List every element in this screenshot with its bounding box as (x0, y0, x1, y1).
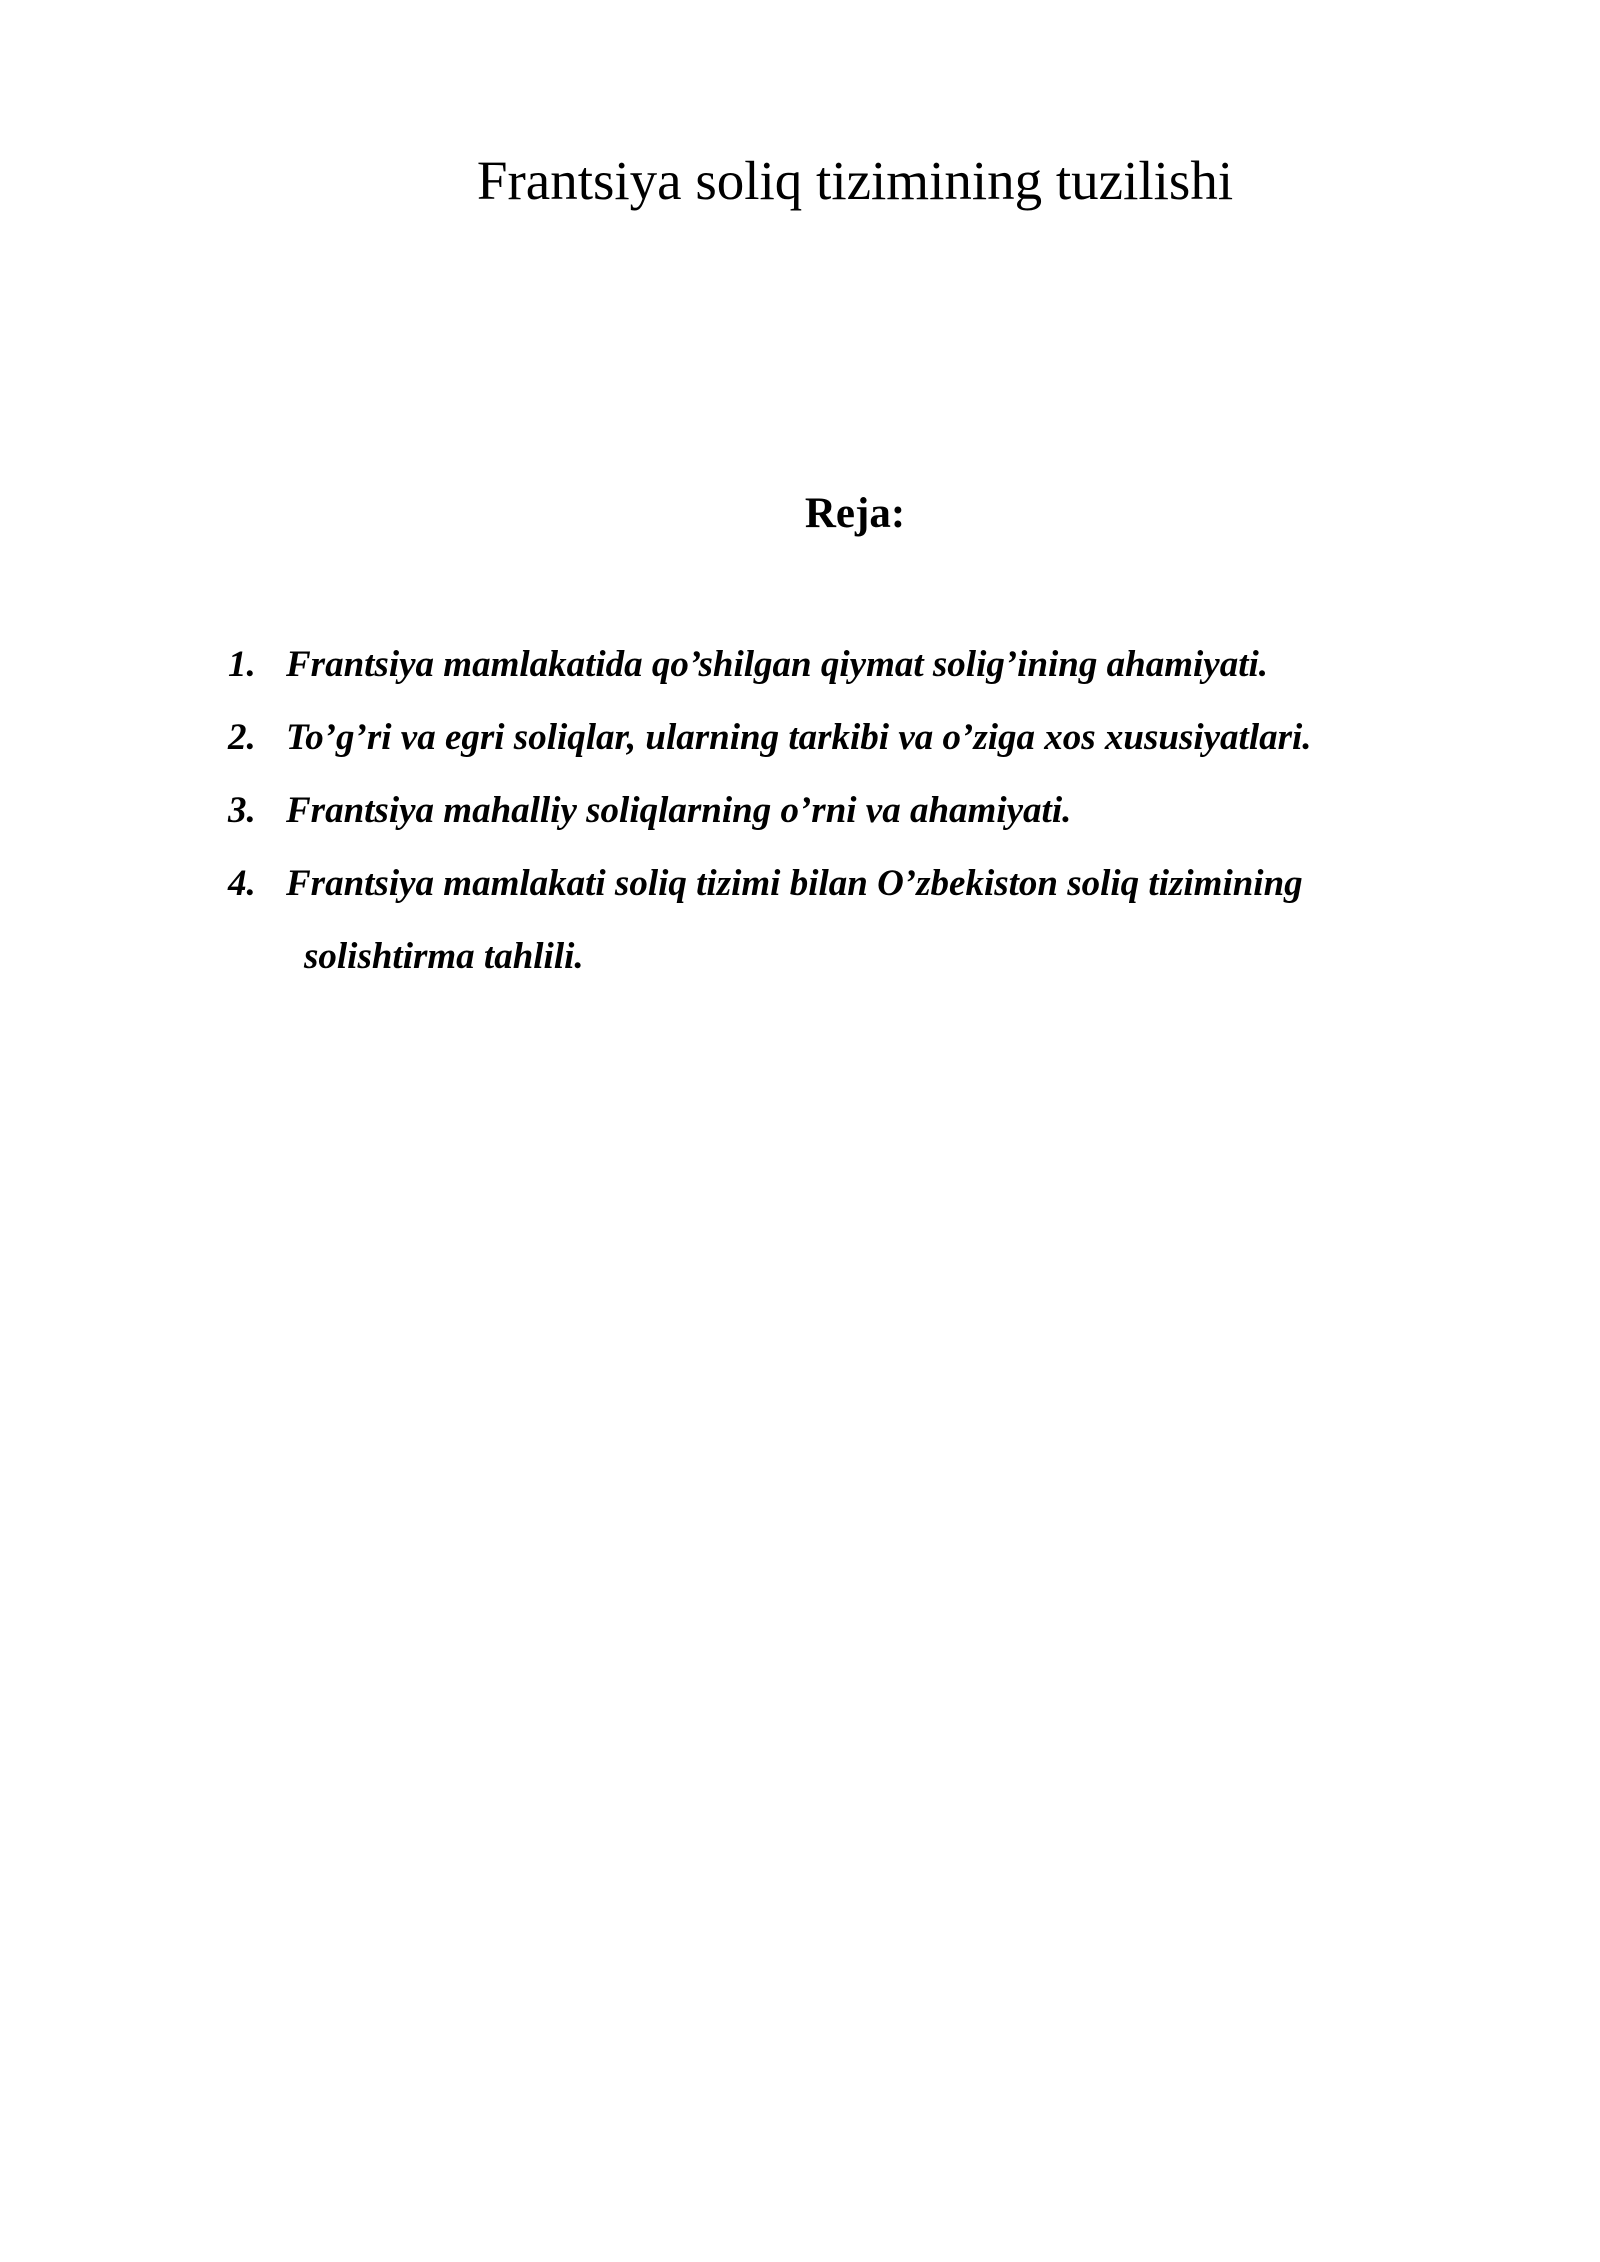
plan-item-1 (228, 628, 1528, 701)
plan-item-text: To’g’ri va egri soliqlar, ularning tarkibi va o’ziga xos xususiyatlari. (286, 717, 1312, 758)
plan-item-4-continuation (228, 920, 1528, 993)
plan-item-3 (228, 774, 1528, 847)
plan-item-text: Frantsiya mamlakatida qo’shilgan qiymat solig’ining ahamiyati. (286, 644, 1268, 685)
plan-item-number: 2. (228, 717, 256, 758)
plan-item-number: 4. (228, 863, 256, 904)
plan-item-text-line-1: Frantsiya mamlakati soliq tizimi bilan O’zbekiston soliq tizimining (286, 863, 1303, 904)
plan-heading: Reja: (804, 490, 906, 537)
plan-item-text-line-2: solishtirma tahlili. (304, 936, 584, 977)
plan-item-text (286, 847, 1528, 920)
plan-item-text: Frantsiya mahalliy soliqlarning o’rni va ahamiyati. (286, 790, 1072, 831)
document-title: Frantsiya soliq tizimining tuzilishi (476, 150, 1234, 211)
plan-item-2 (228, 701, 1528, 774)
plan-item-4 (228, 847, 1528, 920)
plan-list (228, 628, 1528, 993)
plan-item-number: 3. (228, 790, 256, 831)
plan-item-number: 1. (228, 644, 256, 685)
